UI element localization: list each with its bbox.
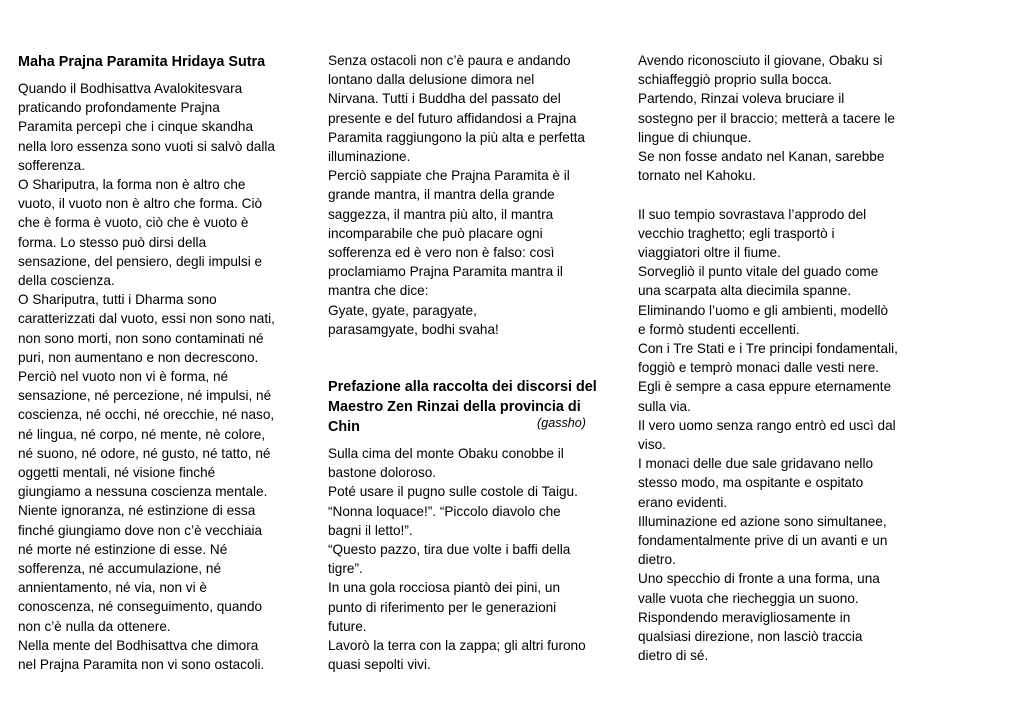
text-line: valle vuota che riecheggia un suono. [638,590,859,606]
text-line: sofferenza, né accumulazione, né [18,561,222,577]
text-line: Il vero uomo senza rango entrò ed uscì dal [638,417,896,433]
text-line: In una gola rocciosa piantò dei pini, un [328,580,561,596]
text-line: Paramita raggiungono la più alta e perfetta [328,129,585,145]
text-line: né lingua, né corpo, né mente, nè colore, [18,426,266,442]
text-line: parasamgyate, bodhi svaha! [328,321,499,337]
text-line: Eliminando l’uomo e gli ambienti, modellò [638,302,889,318]
text-line: Sorvegliò il punto vitale del guado come [638,264,879,280]
text-line: Rispondendo meravigliosamente in [638,609,851,625]
text-line: lingue di chiunque. [638,129,752,145]
text-line: Con i Tre Stati e i Tre principi fondamentali, [638,341,898,357]
text-line: lontano dalla delusione dimora nel [328,72,535,88]
text-line: illuminazione. [328,149,411,165]
text-line: erano evidenti. [638,494,728,510]
gassho-note: (gassho) [537,416,586,431]
text-line: mantra che dice: [328,283,429,299]
text-line: Perciò sappiate che Prajna Paramita è il [328,168,570,184]
text-line: proclamiamo Prajna Paramita mantra il [328,264,563,280]
text-line: che è forma è vuoto, ciò che è vuoto è [18,215,249,231]
text-line: Nella mente del Bodhisattva che dimora [18,637,259,653]
text-line: O Shariputra, la forma non è altro che [18,177,246,193]
text-line: oggetti mentali, né visione finché [18,465,216,481]
text-line: Quando il Bodhisattva Avalokitesvara [18,81,243,96]
text-line: stesso modo, ma ospitante e ospitato [638,475,864,491]
text-line: Nirvana. Tutti i Buddha del passato del [328,91,561,107]
text-line: O Shariputra, tutti i Dharma sono [18,292,217,308]
text-line: nel Prajna Paramita non vi sono ostacoli. [18,657,265,673]
text-line: bastone doloroso. [328,465,437,481]
text-line: né morte né estinzione di esse. Né [18,541,228,557]
text-line: viaggiatori oltre il fiume. [638,245,781,261]
text-line: Illuminazione ed azione sono simultanee, [638,513,887,529]
text-line: “Nonna loquace!”. “Piccolo diavolo che [328,503,561,519]
text-line: giungiamo a nessuna coscienza mentale. [18,484,268,500]
text-line: puri, non aumentano e non decrescono. [18,349,259,365]
text-line: Senza ostacoli non c’è paura e andando [328,53,571,68]
text-line: tornato nel Kahoku. [638,168,756,184]
text-line: finché giungiamo dove non c’è vecchiaia [18,522,263,538]
text-line: Poté usare il pugno sulle costole di Taigu. [328,484,578,500]
text-line: Lavorò la terra con la zappa; gli altri furono [328,638,586,654]
text-line: della coscienza. [18,273,115,289]
text-line: Perciò nel vuoto non vi è forma, né [18,369,229,385]
text-line: qualsiasi direzione, non lasciò traccia [638,629,863,645]
text-line: Niente ignoranza, né estinzione di essa [18,503,256,519]
text-line: una scarpata alta diecimila spanne. [638,283,852,299]
text-line: Avendo riconosciuto il giovane, Obaku si [638,53,883,68]
sutra-text [18,79,296,674]
text-line: quasi sepolti vivi. [328,657,431,673]
text-line: sostegno per il braccio; metterà a tacere le [638,110,895,126]
column-sutra [18,51,296,674]
preface-title [328,377,610,437]
text-line: sensazione, né percezione, né impulsi, né [18,388,272,404]
sutra-text-continued [328,51,610,339]
text-line: sofferenza. [18,157,86,173]
text-line: forma. Lo stesso può dirsi della [18,234,207,250]
text-line: coscienza, né occhi, né orecchie, né naso, [18,407,275,423]
text-line: Egli è sempre a casa eppure eternamente [638,379,892,395]
column-middle [328,51,610,674]
preface-title-line: Prefazione alla raccolta dei discorsi del [328,379,597,396]
text-line: future. [328,618,367,634]
text-line: saggezza, il mantra più alto, il mantra [328,206,554,222]
text-line: dietro. [638,552,676,568]
preface-text-continued [638,51,920,185]
text-line: Il suo tempio sovrastava l’approdo del [638,206,867,222]
text-line: incomparabile che può placare ogni [328,225,543,241]
text-line: sofferenza ed è vero non è falso: così [328,245,555,261]
preface-text-final [638,205,920,666]
text-line: nella loro essenza sono vuoti si salvò dalla [18,138,275,154]
text-line: annientamento, né via, non vi è [18,580,207,596]
preface-text [328,444,610,674]
text-line: fondamentalmente prive di un avanti e un [638,533,888,549]
text-line: sensazione, del pensiero, degli impulsi e [18,253,263,269]
preface-title-line: Chin [328,419,360,436]
text-line: schiaffeggiò proprio sulla bocca. [638,72,832,88]
text-line: vecchio traghetto; egli trasportò i [638,225,835,241]
preface-title-line: Maestro Zen Rinzai della provincia di [328,399,581,416]
text-line: praticando profondamente Prajna [18,100,220,116]
text-line: e formò studenti eccellenti. [638,321,800,337]
text-line: non sono morti, non sono contaminati né [18,330,264,346]
text-line: Gyate, gyate, paragyate, [328,302,477,318]
text-line: tigre”. [328,561,363,577]
text-line: Paramita percepì che i cinque skandha [18,119,254,135]
text-line: Sulla cima del monte Obaku conobbe il [328,446,564,462]
text-line: conoscenza, né conseguimento, quando [18,599,263,615]
text-line: dietro di sé. [638,648,709,664]
text-line: sulla via. [638,398,691,414]
text-line: Uno specchio di fronte a una forma, una [638,571,880,587]
text-line: “Questo pazzo, tira due volte i baffi della [328,542,571,558]
sutra-title: Maha Prajna Paramita Hridaya Sutra [18,54,266,70]
text-line: caratterizzati dal vuoto, essi non sono nati, [18,311,275,327]
text-line: bagni il letto!”. [328,522,413,538]
text-line: Partendo, Rinzai voleva bruciare il [638,91,845,107]
text-line: viso. [638,437,666,453]
text-line: non c’è nulla da ottenere. [18,618,171,634]
text-line: vuoto, il vuoto non è altro che forma. Ciò [18,196,263,212]
column-right [638,51,920,665]
text-line: punto di riferimento per le generazioni [328,599,557,615]
paragraph-spacer [638,185,920,204]
text-line: foggiò e temprò monaci dalle vesti nere. [638,360,880,376]
text-line: né suono, né odore, né gusto, né tatto, né [18,445,271,461]
text-line: Se non fosse andato nel Kanan, sarebbe [638,149,885,165]
text-line: presente e del futuro affidandosi a Prajna [328,110,577,126]
section-spacer [328,339,610,377]
text-line: grande mantra, il mantra della grande [328,187,555,203]
text-line: I monaci delle due sale gridavano nello [638,456,874,472]
